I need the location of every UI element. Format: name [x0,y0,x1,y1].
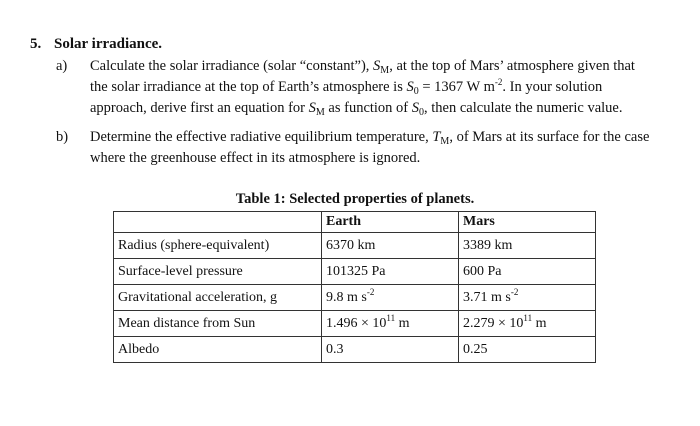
part-b-line-1: Determine the effective radiative equilibrium temperature, $T_M$, of Mars at its surface for the case [90,129,650,147]
table-header-row [114,212,596,233]
row-label: Gravitational acceleration, g [114,285,322,311]
question-number: 5. [30,36,42,52]
table-row [114,259,596,285]
table-row [114,337,596,363]
part-a-line-2: the solar irradiance at the top of Earth’s atmosphere is $S_0 = 1367$ W $m^{-2}$. In your solution [90,77,603,97]
row-label: Mean distance from Sun [114,311,322,337]
question-heading [30,36,162,53]
part-b [56,127,686,169]
row-label: Surface-level pressure [114,259,322,285]
mars-value: 3.71 m $s^{-2}$ [459,285,596,311]
table-row [114,233,596,259]
header-blank [114,212,322,233]
part-b-line-2: where the greenhouse effect in its atmosphere is ignored. [90,150,421,166]
mars-value: 3389 km [459,233,596,259]
table-caption: Table 1: Selected properties of planets. [235,191,475,207]
row-label: Albedo [114,337,322,363]
table-row [114,285,596,311]
question-title: Solar irradiance. [54,36,163,52]
header-earth: Earth [322,212,459,233]
earth-value: 101325 Pa [322,259,459,285]
header-mars: Mars [459,212,596,233]
part-a-label: a) [56,58,68,74]
earth-value: $1.496 \times 10^{11}$ m [322,311,459,337]
earth-value: 6370 km [322,233,459,259]
earth-value: 0.3 [322,337,459,363]
part-a-line-1: Calculate the solar irradiance (solar “constant”), $S_M$, at the top of Mars’ atmosphere given that [90,58,635,76]
part-a [56,56,686,119]
table-row [114,311,596,337]
earth-value: 9.8 m $s^{-2}$ [322,285,459,311]
mars-value: 600 Pa [459,259,596,285]
part-b-label: b) [56,129,69,145]
row-label: Radius (sphere-equivalent) [114,233,322,259]
planet-properties-table [113,211,596,363]
part-a-line-3: approach, derive first an equation for $S_M$ as function of $S_0$, then calculate the numeric value. [90,100,623,118]
mars-value: 0.25 [459,337,596,363]
mars-value: $2.279 \times 10^{11}$ m [459,311,596,337]
